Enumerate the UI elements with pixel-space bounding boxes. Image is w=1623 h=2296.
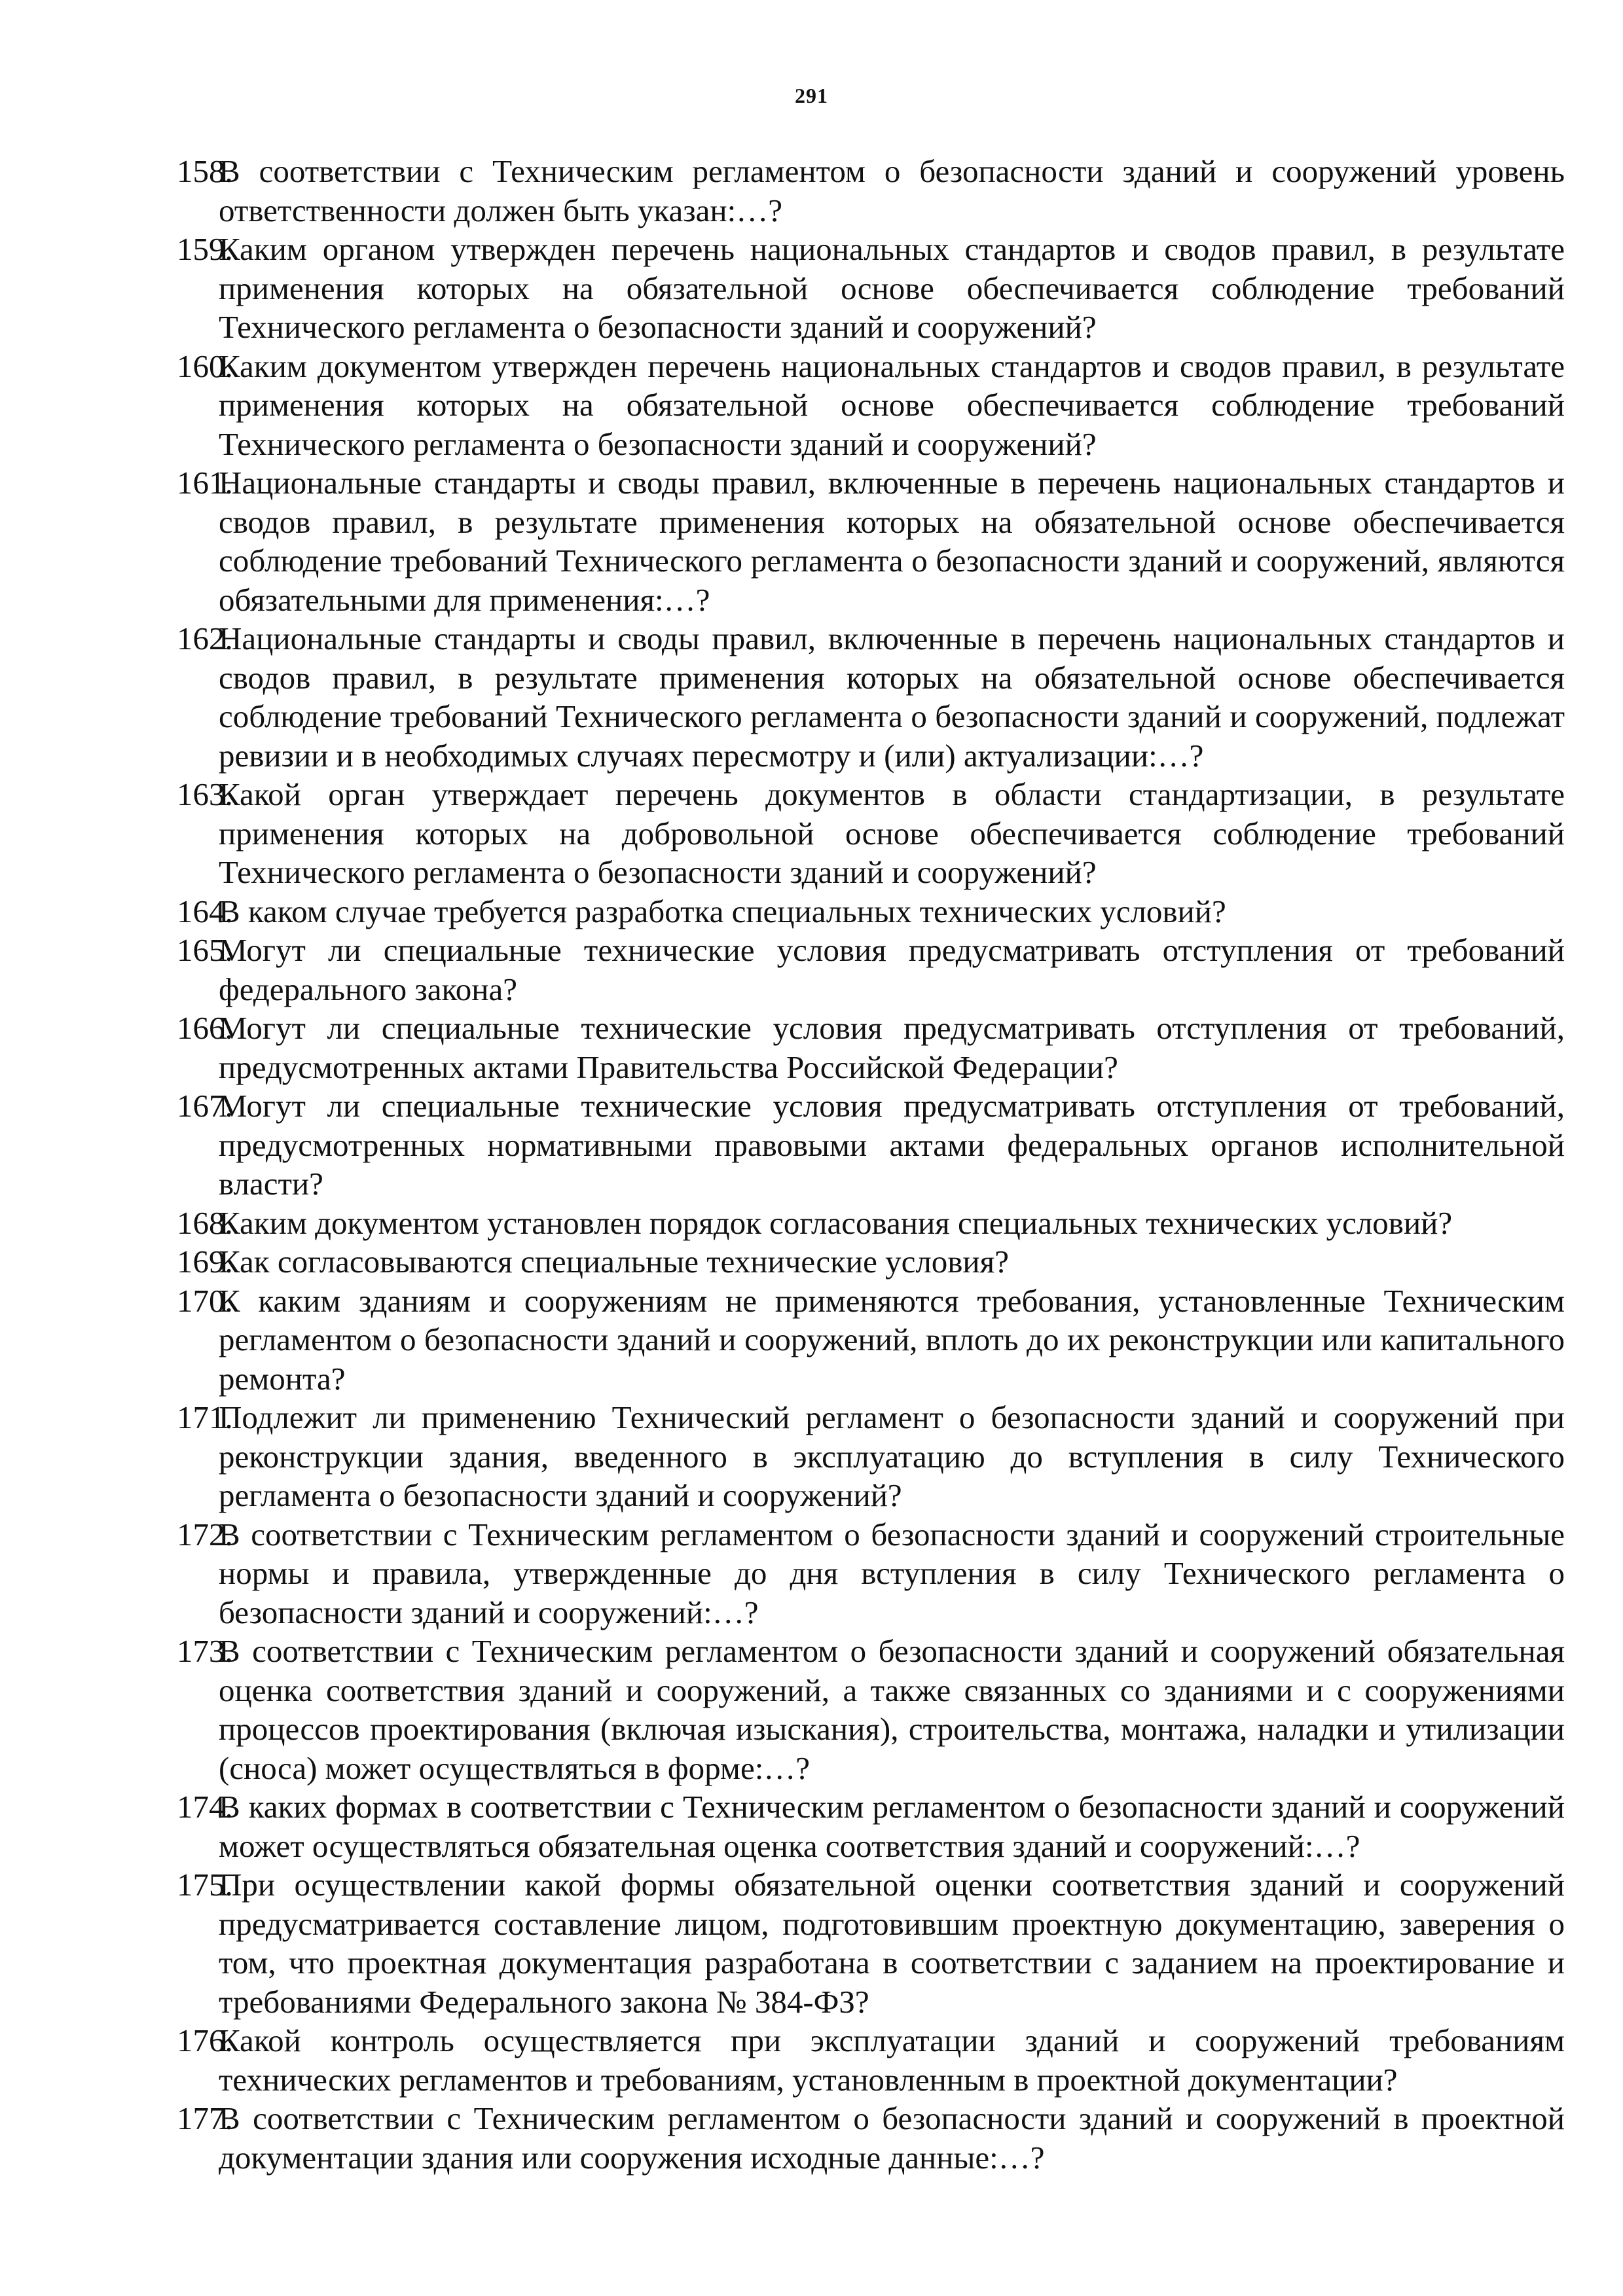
question-text: Подлежит ли применению Технический регламент о безопасности зданий и сооружений при реконструкции здания, введенного в эксплуатацию до вступления в силу Технического регламента о безопасности зданий и сооружений?: [219, 1399, 1565, 1513]
question-text: Могут ли специальные технические условия предусматривать отступления от требований, предусмотренных нормативными правовыми актами федеральных органов исполнительной власти?: [219, 1088, 1565, 1202]
question-text: К каким зданиям и сооружениям не применяются требования, установленные Техническим регламентом о безопасности зданий и сооружений, вплоть до их реконструкции или капитального ремонта?: [219, 1282, 1565, 1397]
question-text: В соответствии с Техническим регламентом о безопасности зданий и сооружений в проектной документации здания или сооружения исходные данные:…?: [219, 2100, 1565, 2176]
question-number: 163.: [177, 776, 233, 812]
question-item: [177, 1282, 1565, 1399]
question-item: [177, 775, 1565, 892]
question-number: 165.: [177, 932, 233, 968]
question-number: 170.: [177, 1282, 233, 1319]
question-item: [177, 230, 1565, 347]
question-text: Национальные стандарты и своды правил, включенные в перечень национальных стандартов и сводов правил, в результате применения которых на обязательной основе обеспечивается соблюдение требований Технического регламента о безопасности зданий и сооружений, являются обязательными для применения:…?: [219, 465, 1565, 618]
question-number: 175.: [177, 1867, 233, 1903]
question-text: Могут ли специальные технические условия предусматривать отступления от требований, предусмотренных актами Правительства Российской Федерации?: [219, 1010, 1565, 1085]
question-item: [177, 1865, 1565, 2021]
question-text: В соответствии с Техническим регламентом о безопасности зданий и сооружений уровень ответственности должен быть указан:…?: [219, 153, 1565, 228]
question-text: Каким документом утвержден перечень национальных стандартов и сводов правил, в результате применения которых на обязательной основе обеспечивается соблюдение требований Технического регламента о безопасности зданий и сооружений?: [219, 348, 1565, 462]
question-text: Каким документом установлен порядок согласования специальных технических условий?: [219, 1204, 1453, 1241]
question-text: В соответствии с Техническим регламентом о безопасности зданий и сооружений обязательная оценка соответствия зданий и сооружений, а также связанных со зданиями и с сооружениями процессов проектирования (включая изыскания), строительства, монтажа, наладки и утилизации (сноса) может осуществляться в форме:…?: [219, 1633, 1565, 1786]
question-item: [177, 931, 1565, 1009]
question-text: Могут ли специальные технические условия предусматривать отступления от требований федерального закона?: [219, 932, 1565, 1007]
question-number: 159.: [177, 231, 233, 267]
question-text: Какой контроль осуществляется при эксплуатации зданий и сооружений требованиям технических регламентов и требованиям, установленным в проектной документации?: [219, 2022, 1565, 2098]
page-number: 291: [795, 84, 828, 107]
question-item: [177, 892, 1565, 931]
question-item: [177, 1086, 1565, 1204]
question-number: 177.: [177, 2100, 233, 2136]
question-number: 167.: [177, 1088, 233, 1124]
question-number: 173.: [177, 1633, 233, 1669]
question-item: [177, 1515, 1565, 1632]
question-text: Каким органом утвержден перечень национальных стандартов и сводов правил, в результате применения которых на обязательной основе обеспечивается соблюдение требований Технического регламента о безопасности зданий и сооружений?: [219, 231, 1565, 345]
question-item: [177, 619, 1565, 775]
question-item: [177, 347, 1565, 464]
question-item: [177, 1204, 1565, 1243]
question-number: 171.: [177, 1399, 233, 1435]
question-text: В соответствии с Техническим регламентом о безопасности зданий и сооружений строительные нормы и правила, утвержденные до дня вступления в силу Технического регламента о безопасности зданий и сооружений:…?: [219, 1516, 1565, 1630]
question-text: При осуществлении какой формы обязательной оценки соответствия зданий и сооружений предусматривается составление лицом, подготовившим проектную документацию, заверения о том, что проектная документация разработана в соответствии с заданием на проектирование и требованиями Федерального закона № 384-ФЗ?: [219, 1867, 1565, 2020]
question-number: 174.: [177, 1789, 233, 1825]
question-item: [177, 1398, 1565, 1515]
question-item: [177, 1242, 1565, 1282]
question-item: [177, 2021, 1565, 2099]
question-text: В каких формах в соответствии с Техническим регламентом о безопасности зданий и сооружений может осуществляться обязательная оценка соответствия зданий и сооружений:…?: [219, 1789, 1565, 1864]
question-item: [177, 2099, 1565, 2177]
question-text: Как согласовываются специальные технические условия?: [219, 1244, 1009, 1280]
question-text: Национальные стандарты и своды правил, включенные в перечень национальных стандартов и сводов правил, в результате применения которых на обязательной основе обеспечивается соблюдение требований Технического регламента о безопасности зданий и сооружений, подлежат ревизии и в необходимых случаях пересмотру и (или) актуализации:…?: [219, 620, 1565, 774]
question-item: [177, 1632, 1565, 1787]
question-list: [177, 152, 1565, 2177]
question-text: В каком случае требуется разработка специальных технических условий?: [219, 893, 1226, 929]
question-number: 162.: [177, 620, 233, 656]
question-number: 164.: [177, 893, 233, 929]
question-number: 169.: [177, 1244, 233, 1280]
question-item: [177, 463, 1565, 619]
question-number: 158.: [177, 153, 233, 189]
question-number: 161.: [177, 465, 233, 501]
question-number: 176.: [177, 2022, 233, 2058]
question-item: [177, 152, 1565, 230]
question-item: [177, 1787, 1565, 1865]
question-number: 166.: [177, 1010, 233, 1046]
question-text: Какой орган утверждает перечень документов в области стандартизации, в результате применения которых на добровольной основе обеспечивается соблюдение требований Технического регламента о безопасности зданий и сооружений?: [219, 776, 1565, 890]
question-item: [177, 1009, 1565, 1086]
question-number: 160.: [177, 348, 233, 384]
question-number: 168.: [177, 1204, 233, 1241]
question-number: 172.: [177, 1516, 233, 1552]
